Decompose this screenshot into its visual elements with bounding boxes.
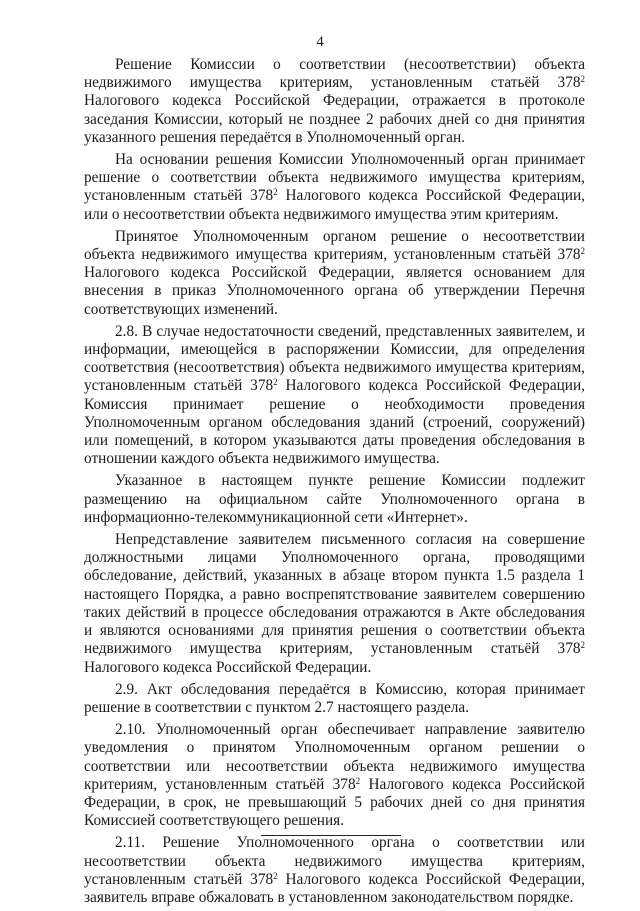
paragraph-2-10: 2.10. Уполномоченный орган обеспечивает направление заявителю уведомления о принятом Уполномоченным органом решении о соответствии или несоответствии объекта недвижимого имущества критериям, установленным статьёй $378^2$ Налогового кодекса Российской Федерации, в срок, не превышающий 5 рабочих дней со дня принятия Комиссией соответствующего решения. <box>84 721 585 830</box>
end-divider <box>261 835 401 836</box>
document-body <box>84 56 585 911</box>
paragraph-2-9: 2.9. Акт обследования передаётся в Комиссию, которая принимает решение в соответствии с пунктом 2.7 настоящего раздела. <box>84 680 585 716</box>
page-number: 4 <box>316 34 324 50</box>
paragraph-2-11: 2.11. Решение Уполномоченного органа о соответствии или несоответствии объекта недвижимого имущества критериям, установленным статьёй $378^2$ Налогового кодекса Российской Федерации, заявитель вправе обжаловать в установленном законодательством порядке. <box>84 834 585 906</box>
paragraph-2-8: 2.8. В случае недостаточности сведений, представленных заявителем, и информации, имеющейся в распоряжении Комиссии, для определения соответствия (несоответствия) объекта недвижимого имущества критериям, установленным статьёй $378^2$ Налогового кодекса Российской Федерации, Комиссия принимает решение о необходимости проведения Уполномоченным органом обследования зданий (строений, сооружений) или помещений, в котором указываются даты проведения обследования в отношении каждого объекта недвижимого имущества. <box>84 322 585 468</box>
paragraph: Решение Комиссии о соответствии (несоответствии) объекта недвижимого имущества критериям, установленным статьёй $378^2$ Налогового кодекса Российской Федерации, отражается в протоколе заседания Комиссии, который не позднее 2 рабочих дней со дня принятия указанного решения передаётся в Уполномоченный орган. <box>84 56 585 146</box>
paragraph: Указанное в настоящем пункте решение Комиссии подлежит размещению на официальном сайте Уполномоченного органа в информационно-телекоммуникационной сети «Интернет». <box>84 472 585 526</box>
paragraph: Непредставление заявителем письменного согласия на совершение должностными лицами Уполномоченного органа, проводящими обследование, действий, указанных в абзаце втором пункта 1.5 раздела 1 настоящего Порядка, а равно воспрепятствование заявителем совершению таких действий в процессе обследования отражаются в Акте обследования и являются основаниями для принятия решения о соответствии объекта недвижимого имущества критериям, установленным статьёй $378^2$ Налогового кодекса Российской Федерации. <box>84 531 585 676</box>
paragraph: Принятое Уполномоченным органом решение о несоответствии объекта недвижимого имущества критериям, установленным статьёй $378^2$ Налогового кодекса Российской Федерации, является основанием для внесения в приказ Уполномоченного органа об утверждении Перечня соответствующих изменений. <box>84 227 585 318</box>
paragraph: На основании решения Комиссии Уполномоченный орган принимает решение о соответствии объекта недвижимого имущества критериям, установленным статьёй $378^2$ Налогового кодекса Российской Федерации, или о несоответствии объекта недвижимого имущества этим критериям. <box>84 151 585 223</box>
